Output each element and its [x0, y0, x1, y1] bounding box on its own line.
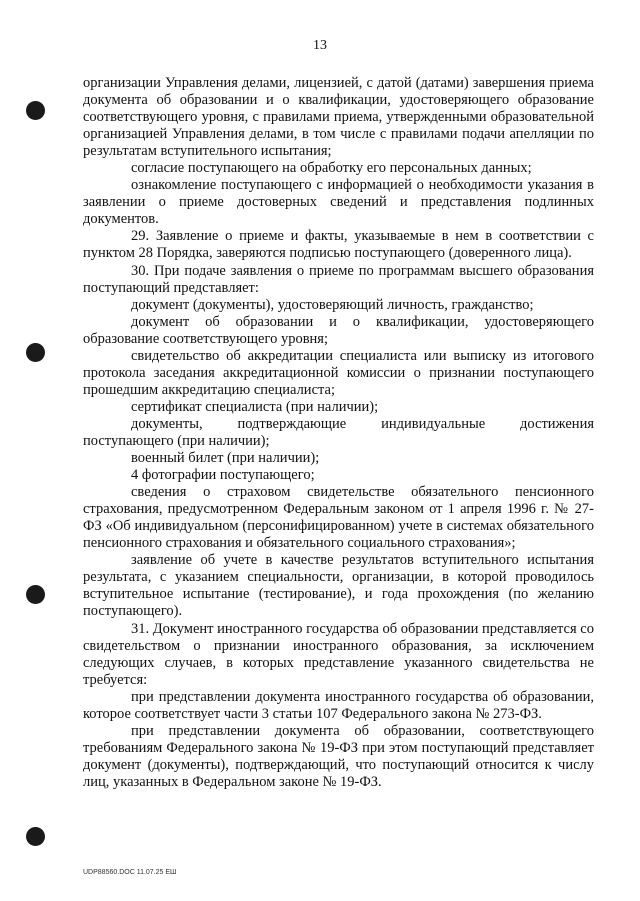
paragraph: документы, подтверждающие индивидуальные достижения поступающего (при наличии); — [83, 415, 594, 449]
paragraph: согласие поступающего на обработку его персональных данных; — [131, 160, 532, 177]
punch-hole-mark — [26, 585, 45, 604]
paragraph: 31. Документ иностранного государства об образовании представляется со свидетельством о признании иностранного образования, за исключением следующих случаев, в которых представление указанного свидетельства не требуется: — [83, 620, 594, 688]
file-footer: UDP88560.DOC 11.07.25 ЕШ — [83, 869, 177, 876]
paragraph: 29. Заявление о приеме и факты, указываемые в нем в соответствии с пунктом 28 Порядка, заверяются подписью поступающего (доверенного лица). — [83, 228, 594, 262]
paragraph: документ об образовании и о квалификации, удостоверяющего образование соответствующего уровня; — [83, 313, 594, 347]
paragraph: сведения о страховом свидетельстве обязательного пенсионного страхования, предусмотренном Федеральным законом от 1 апреля 1996 г. № 27-ФЗ «Об индивидуальном (персонифицированном) учете в системах обязательного пенсионного страхования и обязательного социального страхования»; — [83, 484, 594, 552]
document-body — [83, 75, 594, 791]
paragraph: военный билет (при наличии); — [131, 450, 320, 467]
punch-hole-mark — [26, 343, 45, 362]
paragraph: 30. При подаче заявления о приеме по программам высшего образования поступающий представляет: — [83, 262, 594, 296]
paragraph: ознакомление поступающего с информацией о необходимости указания в заявлении о приеме достоверных сведений и представления подлинных документов. — [83, 177, 594, 228]
paragraph: сертификат специалиста (при наличии); — [131, 398, 379, 415]
paragraph: свидетельство об аккредитации специалиста или выписку из итогового протокола заседания аккредитационной комиссии о признании поступающего прошедшим аккредитацию специалиста; — [83, 347, 594, 398]
paragraph: при представлении документа иностранного государства об образовании, которое соответствует части 3 статьи 107 Федерального закона № 273-ФЗ. — [83, 688, 594, 722]
punch-hole-mark — [26, 827, 45, 846]
page-number: 13 — [313, 38, 327, 53]
paragraph: при представлении документа об образовании, соответствующего требованиям Федерального закона № 19-ФЗ при этом поступающий представляет документ (документы), подтверждающий, что поступающий относится к числу лиц, указанных в Федеральном законе № 19-ФЗ. — [83, 722, 594, 790]
paragraph: 4 фотографии поступающего; — [131, 467, 315, 484]
paragraph: заявление об учете в качестве результатов вступительного испытания результата, с указанием специальности, организации, в которой проводилось вступительное испытание (тестирование), и года прохождения (по желанию поступающего). — [83, 552, 594, 620]
paragraph: документ (документы), удостоверяющий личность, гражданство; — [131, 296, 534, 313]
punch-hole-mark — [26, 101, 45, 120]
paragraph: организации Управления делами, лицензией, с датой (датами) завершения приема документа об образовании и о квалификации, удостоверяющего образование соответствующего уровня, с правилами приема, утвержденными образовательной организацией Управления делами, в том числе с правилами подачи апелляции по результатам вступительного испытания; — [83, 75, 594, 160]
